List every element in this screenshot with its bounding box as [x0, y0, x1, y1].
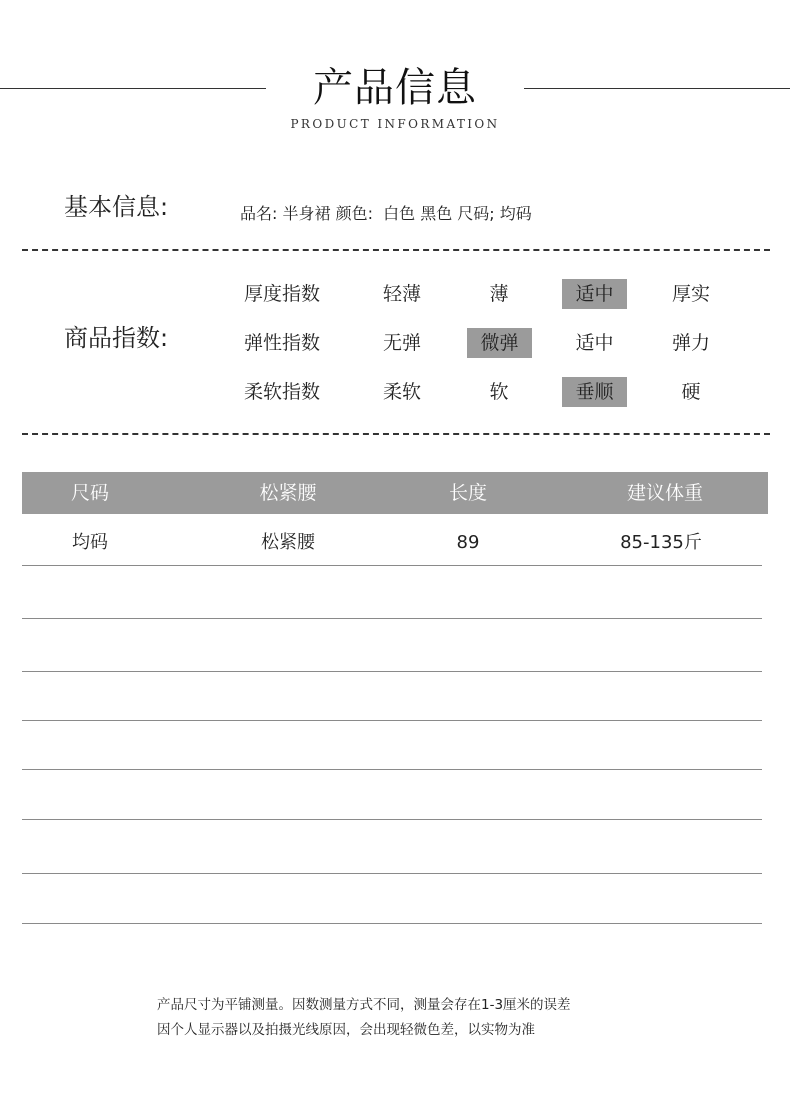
- page-subtitle: PRODUCT INFORMATION: [290, 117, 500, 131]
- index-option: 厚实: [671, 283, 710, 305]
- table-row-divider: [22, 671, 762, 672]
- dashed-divider-bottom: [22, 433, 770, 435]
- table-row-divider: [22, 565, 762, 566]
- size-table-cell: 松紧腰: [261, 532, 315, 553]
- table-row-divider: [22, 618, 762, 619]
- index-option-selected: 微弹: [467, 328, 532, 358]
- index-option-selected: 垂顺: [562, 377, 627, 407]
- index-option: 无弹: [382, 332, 421, 354]
- index-option: 薄: [489, 283, 509, 305]
- index-row-name: 柔软指数: [244, 381, 321, 403]
- index-label: 商品指数:: [64, 324, 169, 352]
- index-row-name: 弹性指数: [244, 332, 321, 354]
- table-row-divider: [22, 769, 762, 770]
- size-table-cell: 均码: [72, 532, 108, 553]
- index-option: 适中: [575, 332, 614, 354]
- basic-info-label: 基本信息:: [64, 193, 169, 221]
- page-title: 产品信息: [313, 65, 477, 111]
- size-table-header-cell: 松紧腰: [259, 482, 317, 504]
- table-row-divider: [22, 873, 762, 874]
- size-table-cell: 89: [456, 532, 480, 553]
- index-option: 硬: [681, 381, 701, 403]
- table-row-divider: [22, 923, 762, 924]
- index-option-selected: 适中: [562, 279, 627, 309]
- header-divider-right: [524, 88, 790, 89]
- table-row-divider: [22, 720, 762, 721]
- size-table-header: [22, 472, 768, 514]
- index-option: 柔软: [382, 381, 421, 403]
- note-line: 产品尺寸为平铺测量。因数测量方式不同，测量会存在1-3厘米的误差: [157, 997, 571, 1013]
- index-option: 轻薄: [382, 283, 421, 305]
- index-option: 软: [489, 381, 509, 403]
- size-table-header-cell: 尺码: [70, 482, 109, 504]
- basic-info-text: 品名: 半身裙 颜色: 白色 黑色 尺码; 均码: [240, 204, 532, 223]
- note-line: 因个人显示器以及拍摄光线原因，会出现轻微色差，以实物为准: [157, 1022, 535, 1038]
- size-table-header-cell: 长度: [448, 482, 487, 504]
- dashed-divider-top: [22, 249, 770, 251]
- size-table-cell: 85-135斤: [620, 532, 702, 553]
- index-row-name: 厚度指数: [244, 283, 321, 305]
- size-table-header-cell: 建议体重: [626, 482, 703, 504]
- index-option: 弹力: [671, 332, 710, 354]
- header-divider-left: [0, 88, 266, 89]
- table-row-divider: [22, 819, 762, 820]
